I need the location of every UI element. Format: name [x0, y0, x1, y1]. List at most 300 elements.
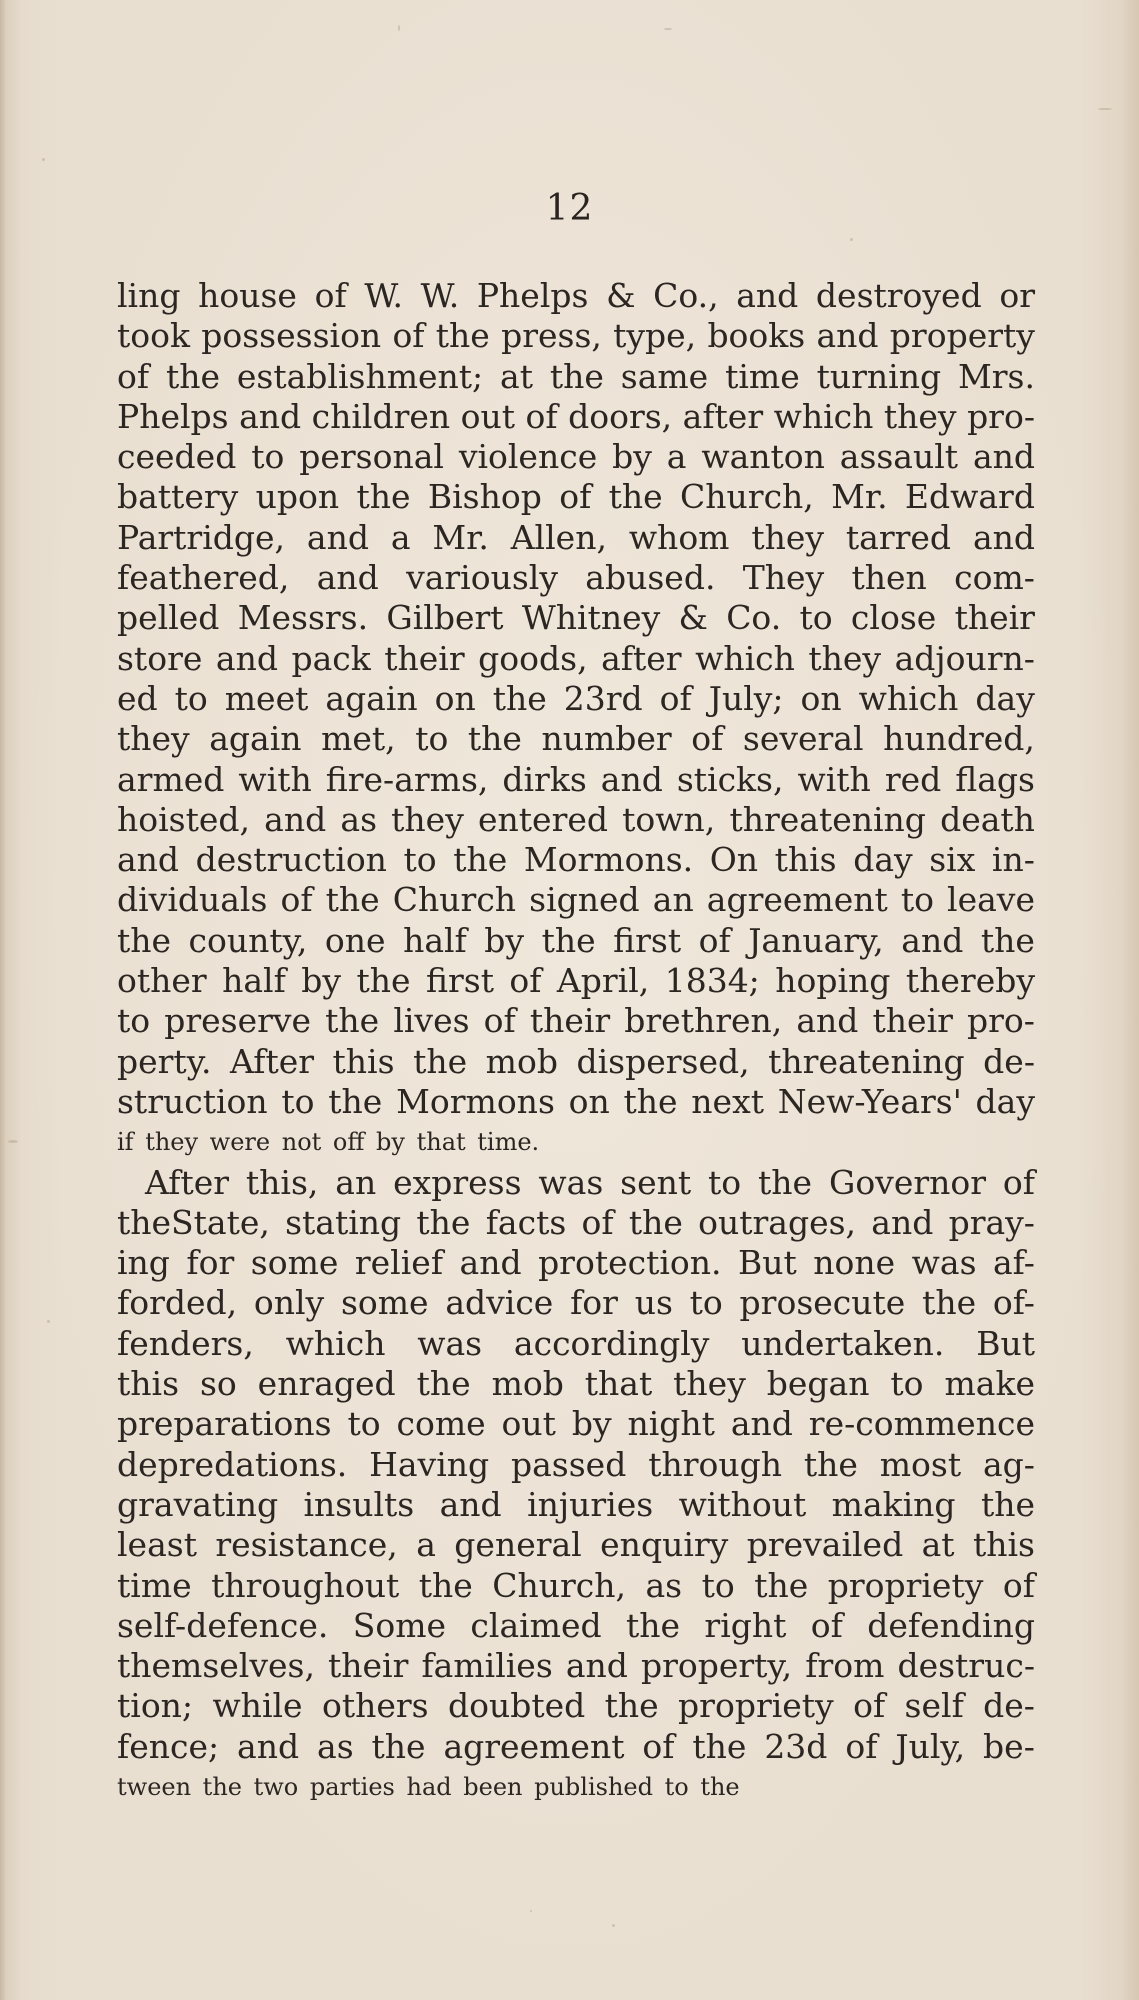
word: took [117, 316, 190, 356]
word: close [850, 598, 937, 638]
word: house [198, 276, 297, 315]
word: battery [117, 477, 239, 517]
word: undertaken. [741, 1323, 945, 1363]
word: ceeded [117, 437, 237, 477]
word: be- [983, 1726, 1035, 1766]
word: store [117, 638, 203, 678]
word: brethren, [624, 1001, 783, 1041]
word: destruc- [897, 1646, 1035, 1686]
word: this [117, 1364, 180, 1404]
word: out [501, 1404, 556, 1444]
word: number [541, 719, 672, 759]
word: several [742, 719, 864, 759]
word: of [853, 1686, 886, 1726]
word: outrages, [698, 1202, 857, 1242]
word: the [117, 920, 172, 960]
word: Phelps [117, 396, 229, 436]
paper-speck [8, 1140, 18, 1143]
paper-speck [398, 25, 400, 31]
word: and [736, 276, 799, 315]
word: injuries [527, 1484, 654, 1524]
word: fence; [117, 1726, 220, 1766]
word: Co. [726, 598, 782, 638]
paper-speck [42, 158, 45, 161]
page-number: 12 [545, 188, 594, 229]
word: night [627, 1404, 715, 1444]
word: red [884, 759, 942, 799]
word: to [708, 1162, 742, 1202]
word: which [773, 396, 874, 436]
word: day [975, 678, 1035, 718]
word: to [174, 678, 208, 718]
word: general [454, 1525, 582, 1565]
word: to [117, 1001, 151, 1041]
word: an [652, 880, 694, 920]
word: dividuals [117, 880, 268, 920]
word: tion; [117, 1686, 194, 1726]
word: by [301, 961, 342, 1001]
word: advice [445, 1283, 554, 1323]
word: the [413, 1041, 468, 1081]
word: six [929, 840, 976, 880]
word: and [565, 1646, 628, 1686]
text-line [117, 1203, 1035, 1243]
text-line [117, 1243, 1035, 1283]
word: one [324, 920, 386, 960]
word: their [954, 598, 1035, 638]
word: and [816, 316, 879, 356]
word: they [673, 1364, 746, 1404]
word: signed [529, 880, 640, 920]
word: enquiry [600, 1525, 729, 1565]
word: while [212, 1686, 303, 1726]
word: of [691, 719, 724, 759]
word: prevailed [746, 1525, 904, 1565]
word: for [570, 1283, 618, 1323]
word: of [581, 1202, 614, 1242]
word: only [253, 1283, 325, 1323]
text-line [117, 558, 1035, 598]
word: claimed [470, 1605, 602, 1645]
word: make [944, 1364, 1035, 1404]
word: leave [947, 880, 1035, 920]
word: and [237, 1726, 300, 1766]
word: and [117, 840, 180, 880]
text-line [117, 1646, 1035, 1686]
page-gutter-shadow [0, 0, 6, 2000]
text-line [117, 1042, 1035, 1082]
word: Having [369, 1444, 490, 1484]
word: variously [406, 558, 558, 598]
word: other [117, 961, 207, 1001]
word: half [222, 961, 286, 1001]
word: the [418, 1565, 473, 1605]
word: Church [392, 880, 517, 920]
word: ing [117, 1243, 170, 1283]
word: and [972, 517, 1035, 557]
word: express [393, 1162, 522, 1202]
word: propriety [678, 1686, 834, 1726]
word: the [754, 1565, 809, 1605]
word: on [568, 1081, 610, 1121]
word: the [416, 1202, 471, 1242]
word: the [758, 1162, 813, 1202]
word: their [328, 1646, 409, 1686]
word: a [666, 437, 687, 477]
word: of [659, 678, 692, 718]
word: ag- [982, 1444, 1035, 1484]
word: agreement [706, 880, 888, 920]
word: the [328, 1081, 383, 1121]
word: as [340, 799, 377, 839]
word: and [239, 396, 302, 436]
word: the [453, 840, 508, 880]
text-line [117, 437, 1035, 477]
word: to [347, 1404, 381, 1444]
word: through [648, 1444, 782, 1484]
word: adjourn- [894, 638, 1035, 678]
word: Church, [492, 1565, 627, 1605]
word: the [922, 1283, 977, 1323]
word: perty. [117, 1041, 212, 1081]
word: most [879, 1444, 962, 1484]
word: their [384, 638, 465, 678]
word: children [311, 396, 451, 436]
word: without [678, 1484, 807, 1524]
word: this [972, 1525, 1035, 1565]
word: some [340, 1283, 429, 1323]
word: Mr. [831, 477, 888, 517]
word: to [281, 1081, 315, 1121]
word: the [435, 316, 490, 356]
word: to [900, 880, 934, 920]
word: of [509, 961, 542, 1001]
word: ed [117, 678, 158, 718]
word: same [620, 356, 709, 396]
word: Whitney [521, 598, 661, 638]
word: & [678, 598, 708, 638]
word: fenders, [117, 1323, 254, 1363]
text-line [117, 1606, 1035, 1646]
word: of [642, 1726, 675, 1766]
word: this [774, 840, 837, 880]
word: goods, [478, 638, 588, 678]
word: so [199, 1364, 237, 1404]
word: dirks [502, 759, 587, 799]
word: began [766, 1364, 870, 1404]
word: pro- [967, 1001, 1035, 1041]
word: pelled [117, 598, 220, 638]
word: half [403, 920, 467, 960]
word: the [492, 678, 547, 718]
word: W. [420, 276, 460, 315]
word: meet [224, 678, 309, 718]
word: preparations [117, 1404, 332, 1444]
word: of [525, 396, 558, 436]
word: Phelps [476, 276, 589, 315]
word: by [571, 1404, 612, 1444]
word: doubted [447, 1686, 586, 1726]
word: a [416, 1525, 436, 1565]
word: After [229, 1041, 315, 1081]
word: they [883, 396, 957, 436]
word: with [238, 759, 312, 799]
word: and [972, 437, 1035, 477]
word: thereby [905, 961, 1035, 1001]
word: turning [816, 356, 942, 396]
word: of [314, 276, 347, 315]
text-line [117, 1324, 1035, 1364]
word: hundred, [883, 719, 1035, 759]
word: to [251, 437, 285, 477]
word: and [600, 759, 663, 799]
word: of [483, 1001, 516, 1041]
word: Mormons [396, 1081, 555, 1121]
word: right [704, 1605, 787, 1645]
word: forded, [117, 1283, 238, 1323]
word: passed [511, 1444, 627, 1484]
word: was [538, 1162, 604, 1202]
word: day [853, 840, 913, 880]
word: mob [485, 1041, 558, 1081]
text-line [117, 1566, 1035, 1606]
word: again [209, 719, 302, 759]
word: that [584, 1364, 653, 1404]
word: families [421, 1646, 553, 1686]
text-line [117, 357, 1035, 397]
word: sticks, [676, 759, 784, 799]
word: least [117, 1525, 197, 1565]
word: But [976, 1323, 1035, 1363]
word: Mrs. [957, 356, 1035, 396]
word: assault [839, 437, 959, 477]
word: throughout [211, 1565, 400, 1605]
word: a [390, 517, 411, 557]
paper-speck [1098, 108, 1112, 110]
word: the [549, 356, 604, 396]
word: of [698, 920, 731, 960]
text-line [117, 1082, 1035, 1122]
word: Allen, [510, 517, 607, 557]
word: property [889, 316, 1035, 356]
word: 23d [764, 1726, 828, 1766]
word: to [799, 598, 833, 638]
word: their [872, 1001, 953, 1041]
word: establishment; [236, 356, 484, 396]
word: pro- [967, 396, 1035, 436]
word: propriety [827, 1565, 984, 1605]
text-line: if they were not off by that time. [117, 1128, 540, 1157]
word: They [742, 558, 825, 598]
word: come [396, 1404, 486, 1444]
word: the [416, 1364, 471, 1404]
word: the [980, 920, 1035, 960]
word: press, [501, 316, 602, 356]
word: for [186, 1243, 235, 1283]
word: first [425, 961, 494, 1001]
paper-speck [612, 1924, 615, 1927]
word: and [871, 1202, 934, 1242]
text-line [117, 639, 1035, 679]
word: On [709, 840, 759, 880]
word: violence [458, 437, 598, 477]
word: some [250, 1243, 339, 1283]
word: July, [895, 1726, 966, 1766]
text-line [117, 316, 1035, 356]
word: pray- [948, 1202, 1035, 1242]
word: the [371, 1726, 426, 1766]
text-line [117, 598, 1035, 638]
word: preserve [164, 1001, 312, 1041]
word: April, [556, 961, 650, 1001]
word: Co., [653, 276, 719, 315]
word: whom [628, 517, 730, 557]
word: property, [640, 1646, 793, 1686]
word: ling [117, 276, 181, 315]
text-line [117, 880, 1035, 920]
word: first [613, 920, 682, 960]
word: upon [255, 477, 340, 517]
word: an [335, 1162, 377, 1202]
word: the [356, 961, 411, 1001]
word: the [980, 1484, 1035, 1524]
word: self [904, 1686, 964, 1726]
word: threatening [729, 799, 926, 839]
word: de- [983, 1686, 1035, 1726]
word: fire-arms, [325, 759, 489, 799]
word: and [439, 1484, 502, 1524]
paper-speck [850, 238, 853, 241]
word: to [689, 1283, 723, 1323]
word: time [117, 1565, 192, 1605]
word: from [805, 1646, 885, 1686]
word: protection. [538, 1243, 722, 1283]
word: struction [117, 1081, 268, 1121]
word: on [800, 678, 842, 718]
word: and [901, 920, 964, 960]
word: self-defence. [117, 1605, 329, 1645]
word: none [813, 1243, 896, 1283]
word: out [460, 396, 516, 436]
word: W. [364, 276, 403, 315]
word: death [940, 799, 1035, 839]
word: the [604, 1686, 659, 1726]
word: to [403, 840, 437, 880]
word: Messrs. [237, 598, 369, 638]
word: the [325, 1001, 380, 1041]
word: as [645, 1565, 683, 1605]
text-line [117, 477, 1035, 517]
word: next [691, 1081, 764, 1121]
text-line: tween the two parties had been published to the [117, 1772, 740, 1801]
word: dispersed, [576, 1041, 750, 1081]
word: others [321, 1686, 429, 1726]
word: they [391, 799, 464, 839]
word: or [999, 276, 1035, 315]
word: New-Years' [777, 1081, 962, 1121]
word: destroyed [815, 276, 982, 315]
word: town, [622, 799, 716, 839]
word: threatening [768, 1041, 965, 1081]
word: hoping [775, 961, 891, 1001]
word: tarred [845, 517, 952, 557]
word: of [117, 356, 150, 396]
word: stating [285, 1202, 402, 1242]
word: sent [620, 1162, 692, 1202]
word: themselves, [117, 1646, 315, 1686]
word: at [921, 1525, 955, 1565]
word: Mormons. [523, 840, 694, 880]
word: Gilbert [386, 598, 504, 638]
word: this, [245, 1162, 319, 1202]
word: de- [983, 1041, 1035, 1081]
word: flags [955, 759, 1035, 799]
word: theState, [117, 1202, 270, 1242]
word: was [417, 1323, 483, 1363]
word: pack [291, 638, 371, 678]
word: armed [117, 759, 225, 799]
word: enraged [257, 1364, 396, 1404]
paper-speck [664, 28, 672, 30]
text-line [117, 1163, 1035, 1203]
text-line [117, 276, 1035, 316]
word: at [500, 356, 533, 396]
word: to [415, 719, 449, 759]
paper-speck [47, 1320, 50, 1323]
text-line [117, 1686, 1035, 1726]
word: they [117, 719, 190, 759]
word: and [316, 558, 379, 598]
word: by [484, 920, 525, 960]
text-line [117, 1001, 1035, 1041]
word: of [392, 316, 425, 356]
word: to [701, 1565, 735, 1605]
word: and [796, 1001, 859, 1041]
word: and [215, 638, 278, 678]
word: resistance, [215, 1525, 398, 1565]
word: and [459, 1243, 522, 1283]
word: Partridge, [117, 517, 286, 557]
word: books [707, 316, 806, 356]
word: the [803, 1444, 858, 1484]
word: then [851, 558, 927, 598]
word: their [529, 1001, 611, 1041]
word: insults [303, 1484, 415, 1524]
text-line [117, 1525, 1035, 1565]
word: 1834; [664, 961, 760, 1001]
text-line [117, 719, 1035, 759]
word: of [280, 880, 313, 920]
word: to [890, 1364, 924, 1404]
word: feathered, [117, 558, 290, 598]
word: depredations. [117, 1444, 348, 1484]
word: mob [491, 1364, 564, 1404]
text-line [117, 800, 1035, 840]
text-line [117, 760, 1035, 800]
word: possession [201, 316, 382, 356]
paper-speck [530, 1910, 532, 1912]
word: the [692, 1726, 747, 1766]
word: on [434, 678, 476, 718]
word: Some [352, 1605, 447, 1645]
word: 23rd [563, 678, 643, 718]
word: the [325, 880, 380, 920]
word: the [623, 1081, 678, 1121]
word: hoisted, [117, 799, 251, 839]
word: doors, [568, 396, 673, 436]
word: After [145, 1162, 230, 1202]
word: destruction [195, 840, 387, 880]
